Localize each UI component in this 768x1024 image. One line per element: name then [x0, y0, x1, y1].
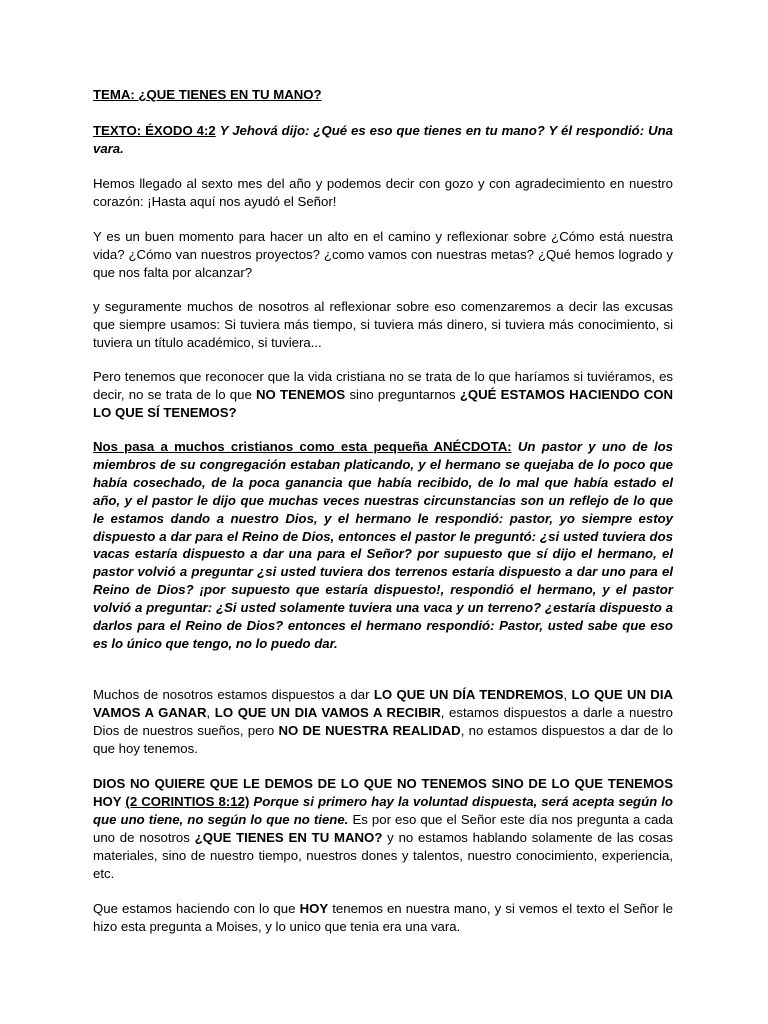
emphasis-question: ¿QUÉ ESTAMOS HACIENDO CON LO QUE SÍ TENEMOS?: [93, 386, 674, 420]
anecdote-heading: Nos pasa a muchos cristianos como esta pequeña ANÉCDOTA:: [93, 439, 512, 454]
topic-heading: TEMA: ¿QUE TIENES EN TU MANO?: [93, 87, 322, 102]
paragraph-excuses: y seguramente muchos de nosotros al reflexionar sobre eso comenzaremos a decir las excusas que siempre usamos: Si tuviera más tiempo, si tuviera más dinero, si tuviera más conocimiento, si tuviera un título académico, si tuviera...: [93, 299, 673, 350]
paragraph-willing-to-give: Muchos de nosotros estamos dispuestos a dar LO QUE UN DÍA TENDREMOS, LO QUE UN DIA VAMOS A GANAR, LO QUE UN DIA VAMOS A RECIBIR, estamos dispuestos a darle a nuestro Dios de nuestros sueños, pero NO DE NUESTRA REALIDAD, no estamos dispuestos a dar de lo que hoy tenemos.: [93, 687, 674, 756]
emphasis-hoy: HOY: [299, 901, 329, 916]
anecdote-story: Un pastor y uno de los miembros de su congregación estaban platicando, y el hermano se quejaba de lo poco que había cosechado, de la poca ganancia que había recibido, de lo mal que había estado el año, y el pastor le dijo que muchas veces nuestras circunstancias son un reflejo de lo que le estamos dando a nuestro Dios, y el hermano le respondió: pastor, yo siempre estoy dispuesto a dar para el Reino de Dios, entonces el pastor le preguntó: ¿si usted tuviera dos vacas estaría dispuesto a dar una para el Señor? por supuesto que sí dijo el hermano, el pastor volvió a preguntar ¿si usted tuviera dos terrenos estaría dispuesto a dar uno para el Reino de Dios? ¡por supuesto que estaría dispuesto!, respondió el hermano, y el pastor volvió a preguntar: ¿Si usted solamente tuviera una vaca y un terreno? ¿estaría dispuesto a darlos para el Reino de Dios? entonces el hermano respondió: Pastor, usted sabe que eso es lo único que tengo, no lo puedo dar.: [93, 439, 673, 651]
sermon-topic: [93, 86, 673, 104]
scripture-reference: TEXTO: ÉXODO 4:2: [93, 123, 216, 138]
paragraph-anecdote: [93, 438, 673, 653]
paragraph-christian-life: Pero tenemos que reconocer que la vida cristiana no se trata de lo que haríamos si tuviéramos, es decir, no se trata de lo que NO TENEMOS sino preguntarnos ¿QUÉ ESTAMOS HACIENDO CON LO QUE SÍ TENEMOS?: [93, 369, 674, 420]
emphasis-god-wants: DIOS NO QUIERE QUE LE DEMOS DE LO QUE NO TENEMOS SINO DE LO QUE TENEMOS HOY: [93, 776, 673, 809]
paragraph-reflection: Y es un buen momento para hacer un alto en el camino y reflexionar sobre ¿Cómo está nuestra vida? ¿Cómo van nuestros proyectos? ¿como vamos con nuestras metas? ¿Qué hemos logrado y que nos falta por alcanzar?: [93, 229, 673, 280]
scripture-reference-corinthians: (2 CORINTIOS 8:12): [125, 793, 250, 809]
scripture-verse: Y Jehová dijo: ¿Qué es eso que tienes en tu mano? Y él respondió: Una vara.: [93, 123, 673, 156]
scripture-verse-corinthians: Porque si primero hay la voluntad dispuesta, será acepta según lo que uno tiene, no según lo que no tiene.: [93, 793, 673, 827]
paragraph-today: Que estamos haciendo con lo que HOY tenemos en nuestra mano, y si vemos el texto el Señor le hizo esta pregunta a Moises, y lo unico que tenia era una vara.: [93, 901, 674, 934]
scripture-text: [93, 122, 673, 158]
emphasis-what-in-hand: ¿QUE TIENES EN TU MANO?: [194, 829, 383, 845]
paragraph-sixth-month: Hemos llegado al sexto mes del año y podemos decir con gozo y con agradecimiento en nuestro corazón: ¡Hasta aquí nos ayudó el Señor!: [93, 176, 673, 209]
emphasis-no-tenemos: NO TENEMOS: [256, 386, 346, 402]
paragraph-god-wants: DIOS NO QUIERE QUE LE DEMOS DE LO QUE NO TENEMOS SINO DE LO QUE TENEMOS HOY (2 CORINTIOS 8:12) Porque si primero hay la voluntad dispuesta, será acepta según lo que uno tiene, no según lo que no tiene. Es por eso que el Señor este día nos pregunta a cada uno de nosotros ¿QUE TIENES EN TU MANO? y no estamos hablando solamente de las cosas materiales, sino de nuestro tiempo, nuestros dones y talentos, nuestro conocimiento, experiencia, etc.: [93, 776, 673, 881]
